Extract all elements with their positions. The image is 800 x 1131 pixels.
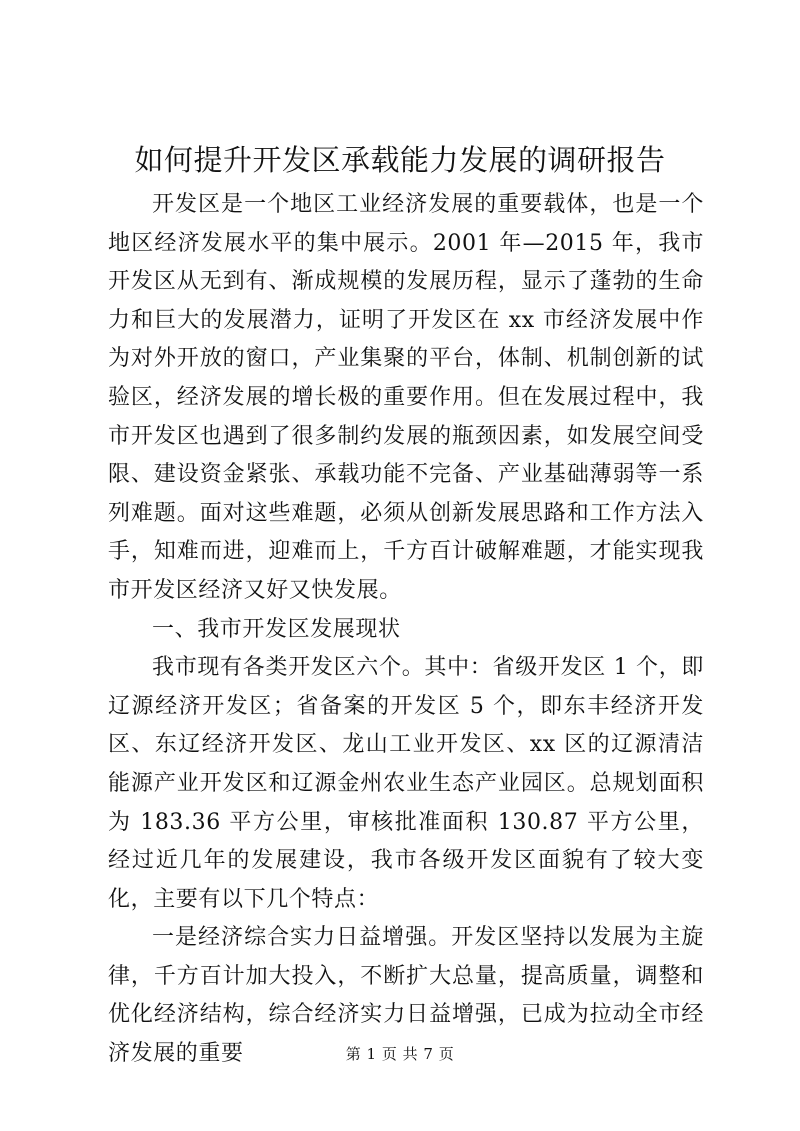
intro-paragraph: 开发区是一个地区工业经济发展的重要载体，也是一个地区经济发展水平的集中展示。2001 年—2015 年，我市开发区从无到有、渐成规模的发展历程，显示了蓬勃的生命力和巨大的发展潜力，证明了开发区在 xx 市经济发展中作为对外开放的窗口，产业集聚的平台，体制、机制创新的试验区，经济发展的增长极的重要作用。但在发展过程中，我市开发区也遇到了很多制约发展的瓶颈因素，如发展空间受限、建设资金紧张、承载功能不完备、产业基础薄弱等一系列难题。面对这些难题，必须从创新发展思路和工作方法入手，知难而进，迎难而上，千方百计破解难题，才能实现我市开发区经济又好又快发展。 <box>108 192 704 603</box>
feature-paragraph: 一是经济综合实力日益增强。开发区坚持以发展为主旋律，千方百计加大投入，不断扩大总量，提高质量，调整和优化经济结构，综合经济实力日益增强，已成为拉动全市经济发展的重要 <box>108 925 704 1067</box>
document-body <box>108 186 704 1074</box>
document-title: 如何提升开发区承载能力发展的调研报告 <box>134 143 666 177</box>
section-heading: 一、我市开发区发展现状 <box>152 616 401 642</box>
status-paragraph: 我市现有各类开发区六个。其中：省级开发区 1 个，即辽源经济开发区；省备案的开发区 5 个，即东丰经济开发区、东辽经济开发区、龙山工业开发区、xx 区的辽源清洁能源产业开发区和辽源金州农业生态产业园区。总规划面积为 183.36 平方公里，审核批准面积 130.87 平方公里，经过近几年的发展建设，我市各级开发区面貌有了较大变化，主要有以下几个特点： <box>108 655 704 912</box>
page-number: 第 1 页 共 7 页 <box>345 1045 455 1063</box>
